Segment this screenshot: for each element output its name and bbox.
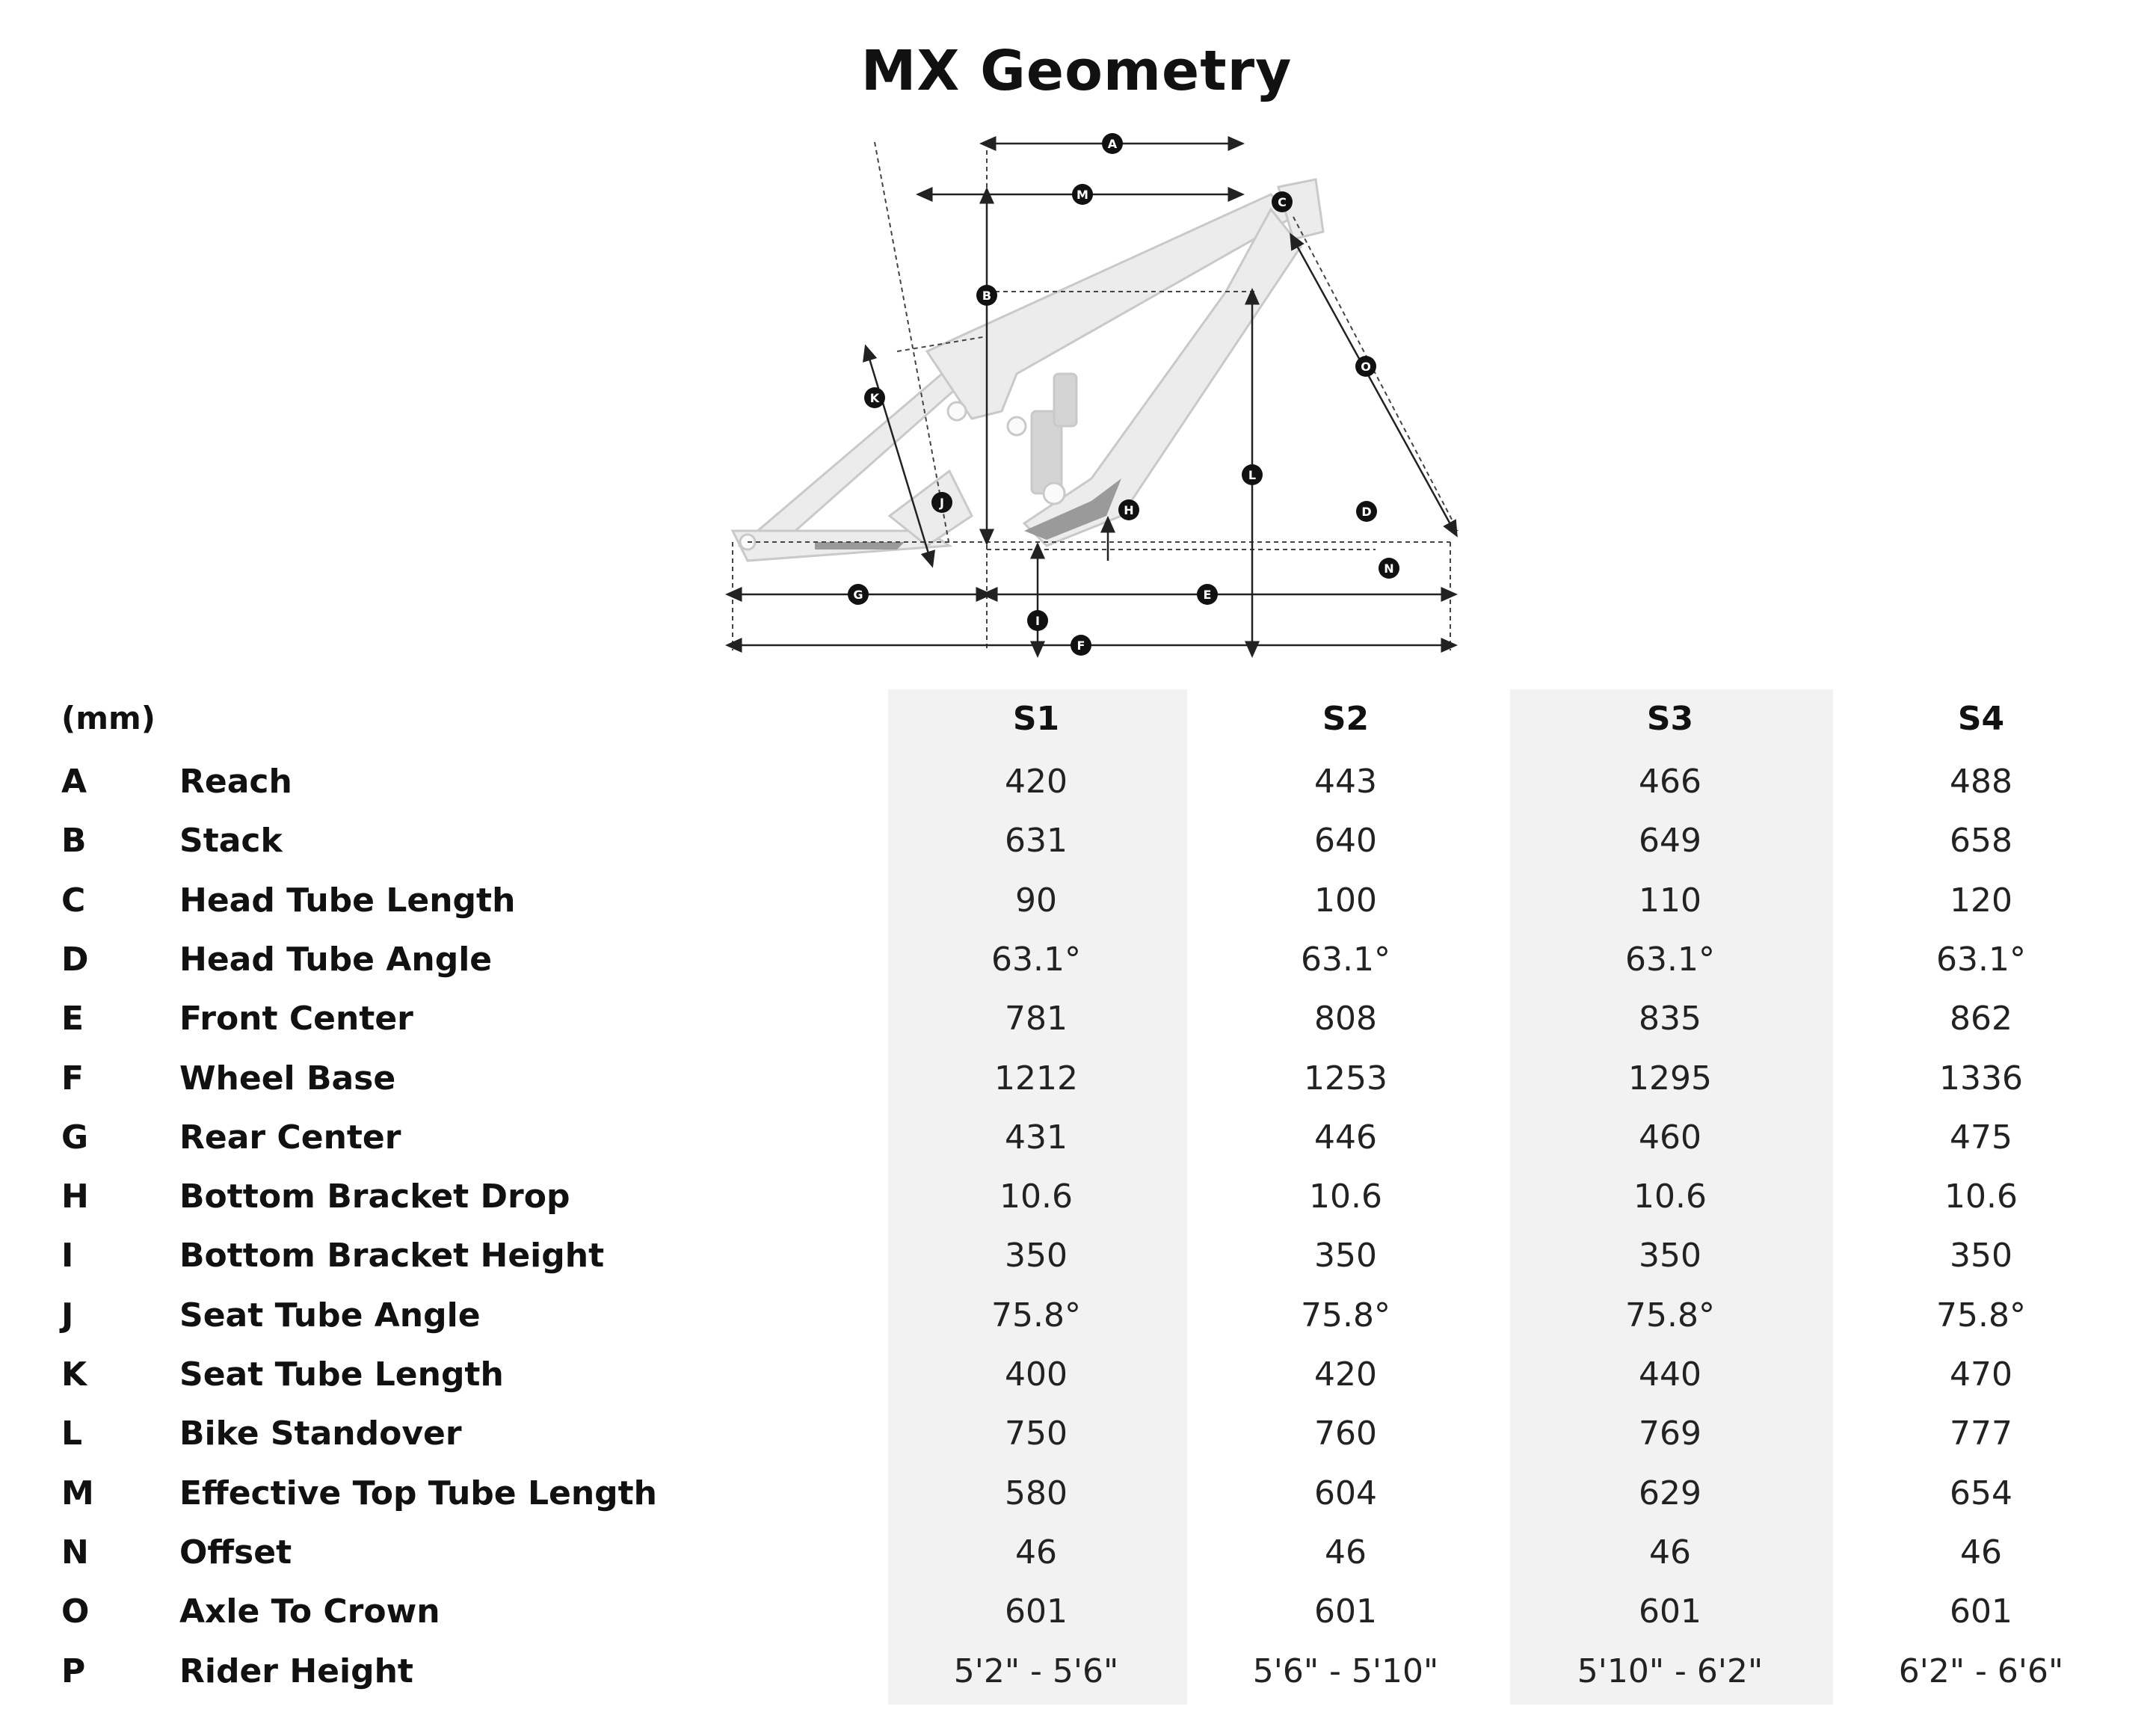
cell-s1: 420 [1005, 763, 1068, 801]
table-row [0, 1178, 2153, 1237]
svg-text:B: B [982, 289, 992, 303]
svg-text:A: A [1107, 137, 1118, 151]
row-label: Axle To Crown [179, 1592, 440, 1631]
cell-s3: 649 [1639, 822, 1701, 861]
table-row [0, 1355, 2153, 1415]
label-A [1102, 133, 1123, 154]
cell-s3: 1295 [1628, 1059, 1712, 1098]
cell-s2: 75.8° [1301, 1296, 1390, 1335]
svg-text:F: F [1076, 638, 1085, 653]
table-row [0, 1533, 2153, 1592]
cell-s1: 750 [1005, 1415, 1068, 1453]
svg-text:E: E [1203, 588, 1212, 602]
cell-s2: 446 [1314, 1118, 1377, 1157]
cell-s3: 769 [1639, 1415, 1701, 1453]
cell-s2: 5'6" - 5'10" [1252, 1652, 1439, 1690]
svg-text:N: N [1384, 561, 1394, 576]
row-letter: K [61, 1355, 87, 1394]
row-label: Offset [179, 1533, 292, 1572]
label-C [1272, 191, 1293, 212]
cell-s4: 658 [1950, 822, 2012, 861]
label-F [1071, 635, 1091, 656]
cell-s4: 10.6 [1944, 1178, 2018, 1216]
svg-text:D: D [1361, 505, 1372, 519]
unit-label: (mm) [61, 700, 155, 736]
row-letter: O [61, 1592, 90, 1631]
size-header-s2: S2 [1322, 700, 1370, 738]
cell-s4: 601 [1950, 1592, 2012, 1631]
cell-s4: 1336 [1939, 1059, 2023, 1098]
row-label: Wheel Base [179, 1059, 396, 1098]
row-letter: G [61, 1118, 89, 1157]
table-row [0, 1415, 2153, 1474]
cell-s2: 10.6 [1309, 1178, 1382, 1216]
cell-s4: 120 [1950, 881, 2012, 920]
svg-text:K: K [869, 391, 880, 405]
label-K [864, 387, 885, 408]
cell-s4: 862 [1950, 1000, 2012, 1038]
label-G [848, 584, 869, 605]
cell-s1: 580 [1005, 1474, 1068, 1512]
cell-s2: 808 [1314, 1000, 1377, 1038]
svg-text:G: G [853, 588, 863, 602]
cell-s4: 475 [1950, 1118, 2012, 1157]
row-letter: P [61, 1652, 86, 1690]
row-label: Reach [179, 763, 292, 801]
row-letter: C [61, 881, 86, 920]
bike-geometry-diagram [703, 127, 1480, 665]
row-label: Seat Tube Angle [179, 1296, 481, 1335]
size-header-s3: S3 [1646, 700, 1694, 738]
table-row [0, 1474, 2153, 1533]
cell-s4: 488 [1950, 763, 2012, 801]
row-label: Head Tube Length [179, 881, 516, 920]
cell-s3: 5'10" - 6'2" [1577, 1652, 1764, 1690]
row-label: Head Tube Angle [179, 940, 493, 979]
cell-s2: 1253 [1304, 1059, 1387, 1098]
cell-s4: 63.1° [1936, 940, 2026, 979]
row-letter: E [61, 1000, 84, 1038]
cell-s2: 100 [1314, 881, 1377, 920]
row-letter: A [61, 763, 87, 801]
label-B [976, 285, 997, 306]
cell-s3: 629 [1639, 1474, 1701, 1512]
label-I [1027, 610, 1048, 631]
cell-s3: 63.1° [1625, 940, 1715, 979]
cell-s1: 781 [1005, 1000, 1068, 1038]
cell-s4: 654 [1950, 1474, 2012, 1512]
table-row [0, 1237, 2153, 1296]
row-letter: H [61, 1178, 89, 1216]
cell-s1: 63.1° [991, 940, 1081, 979]
row-letter: F [61, 1059, 84, 1098]
cell-s1: 431 [1005, 1118, 1068, 1157]
cell-s2: 46 [1325, 1533, 1367, 1572]
svg-text:O: O [1361, 360, 1371, 374]
table-row [0, 1592, 2153, 1652]
cell-s3: 460 [1639, 1118, 1701, 1157]
table-row [0, 1118, 2153, 1178]
cell-s3: 110 [1639, 881, 1701, 920]
label-N [1379, 558, 1399, 579]
cell-s3: 46 [1649, 1533, 1691, 1572]
reference-lines [733, 142, 1458, 650]
table-row [0, 1296, 2153, 1355]
table-row [0, 763, 2153, 822]
row-label: Front Center [179, 1000, 413, 1038]
bike-frame [733, 179, 1323, 561]
cell-s2: 350 [1314, 1237, 1377, 1275]
row-letter: D [61, 940, 89, 979]
cell-s4: 777 [1950, 1415, 2012, 1453]
cell-s1: 75.8° [991, 1296, 1081, 1335]
cell-s1: 90 [1015, 881, 1057, 920]
row-letter: B [61, 822, 87, 861]
row-label: Bike Standover [179, 1415, 462, 1453]
cell-s3: 10.6 [1633, 1178, 1707, 1216]
svg-text:J: J [940, 496, 944, 510]
row-letter: M [61, 1474, 94, 1512]
cell-s1: 631 [1005, 822, 1068, 861]
table-row [0, 1652, 2153, 1711]
row-letter: I [61, 1237, 74, 1275]
label-J [931, 492, 952, 513]
cell-s4: 46 [1960, 1533, 2002, 1572]
label-L [1242, 464, 1263, 485]
svg-text:M: M [1076, 188, 1088, 202]
svg-text:L: L [1248, 468, 1257, 482]
cell-s1: 46 [1015, 1533, 1057, 1572]
cell-s3: 466 [1639, 763, 1701, 801]
svg-text:C: C [1278, 195, 1287, 209]
cell-s3: 601 [1639, 1592, 1701, 1631]
cell-s4: 6'2" - 6'6" [1898, 1652, 2064, 1690]
cell-s1: 5'2" - 5'6" [953, 1652, 1119, 1690]
cell-s3: 350 [1639, 1237, 1701, 1275]
row-label: Effective Top Tube Length [179, 1474, 658, 1512]
cell-s1: 400 [1005, 1355, 1068, 1394]
row-label: Seat Tube Length [179, 1355, 504, 1394]
cell-s1: 350 [1005, 1237, 1068, 1275]
cell-s2: 604 [1314, 1474, 1377, 1512]
cell-s2: 601 [1314, 1592, 1377, 1631]
row-label: Bottom Bracket Drop [179, 1178, 570, 1216]
svg-text:H: H [1124, 503, 1134, 517]
dimension-lines [733, 144, 1454, 650]
cell-s3: 835 [1639, 1000, 1701, 1038]
cell-s1: 601 [1005, 1592, 1068, 1631]
label-M [1072, 184, 1093, 205]
table-row [0, 941, 2153, 1000]
cell-s4: 350 [1950, 1237, 2012, 1275]
table-row [0, 881, 2153, 941]
size-header-s1: S1 [1012, 700, 1060, 738]
cell-s3: 440 [1639, 1355, 1701, 1394]
cell-s2: 420 [1314, 1355, 1377, 1394]
row-label: Rear Center [179, 1118, 401, 1157]
table-row [0, 1000, 2153, 1059]
cell-s4: 75.8° [1936, 1296, 2026, 1335]
table-row [0, 1059, 2153, 1118]
cell-s1: 1212 [994, 1059, 1078, 1098]
svg-text:I: I [1035, 614, 1040, 628]
row-label: Stack [179, 822, 283, 861]
size-header-s4: S4 [1957, 700, 2005, 738]
cell-s2: 443 [1314, 763, 1377, 801]
cell-s2: 640 [1314, 822, 1377, 861]
label-D [1356, 501, 1377, 522]
row-letter: L [61, 1415, 83, 1453]
row-letter: J [61, 1296, 74, 1335]
row-label: Bottom Bracket Height [179, 1237, 605, 1275]
label-H [1118, 499, 1139, 520]
row-label: Rider Height [179, 1652, 413, 1690]
cell-s4: 470 [1950, 1355, 2012, 1394]
label-E [1197, 584, 1218, 605]
table-row [0, 822, 2153, 881]
cell-s1: 10.6 [1000, 1178, 1073, 1216]
page-title: MX Geometry [860, 39, 1293, 103]
cell-s2: 760 [1314, 1415, 1377, 1453]
cell-s3: 75.8° [1625, 1296, 1715, 1335]
cell-s2: 63.1° [1301, 940, 1390, 979]
row-letter: N [61, 1533, 89, 1572]
